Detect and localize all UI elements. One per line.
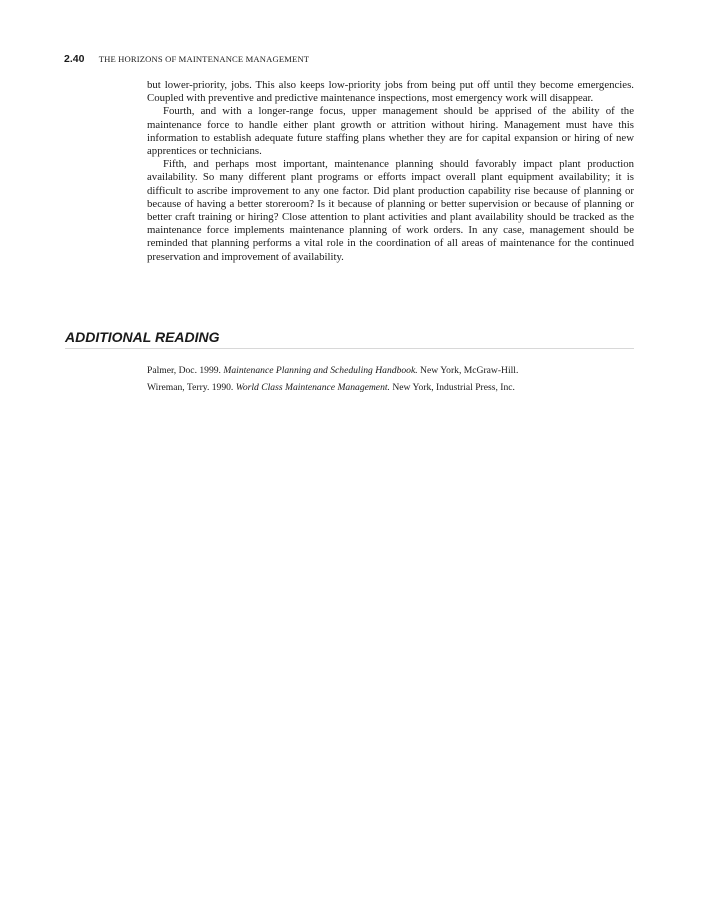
section-heading-additional-reading: ADDITIONAL READING <box>65 328 634 349</box>
reference-title: World Class Maintenance Management. <box>235 382 390 393</box>
reference-author-year: Palmer, Doc. 1999. <box>147 365 221 376</box>
page-number: 2.40 <box>64 53 85 65</box>
reference-publisher: New York, Industrial Press, Inc. <box>392 382 515 393</box>
running-title: THE HORIZONS OF MAINTENANCE MANAGEMENT <box>98 54 310 64</box>
running-head <box>64 52 634 66</box>
reference-title: Maintenance Planning and Scheduling Handbook. <box>223 365 418 376</box>
paragraph-fifth: Fifth, and perhaps most important, maintenance planning should favorably impact plant production availability. So many different plant programs or efforts impact overall plant equipment availability; it is difficult to ascribe improvement to any one factor. Did plant production capability rise because of planning or because of having a better storeroom? Is it because of planning or better supervision or because of planning or better craft training or hiring? Close attention to plant activities and plant availability should be tracked as the maintenance force implements maintenance planning of work orders. In any case, management should be reminded that planning performs a vital role in the coordination of all areas of maintenance for the continued preservation and improvement of availability. <box>147 158 634 263</box>
body-text <box>147 79 634 264</box>
reference-publisher: New York, McGraw-Hill. <box>420 365 519 376</box>
paragraph-continuation: but lower-priority, jobs. This also keeps low-priority jobs from being put off until they become emergencies. Coupled with preventive and predictive maintenance inspections, most emergency work will disappear. <box>147 79 634 105</box>
reference-list <box>147 362 634 396</box>
reference-item <box>147 379 634 396</box>
reference-item <box>147 362 634 379</box>
paragraph-fourth: Fourth, and with a longer-range focus, upper management should be apprised of the ability of the maintenance force to handle either plant growth or attrition without hiring. Management must have this information to establish adequate future staffing plans whether they are for capital expansion or hiring of new apprentices or technicians. <box>147 105 634 158</box>
reference-author-year: Wireman, Terry. 1990. <box>147 382 234 393</box>
